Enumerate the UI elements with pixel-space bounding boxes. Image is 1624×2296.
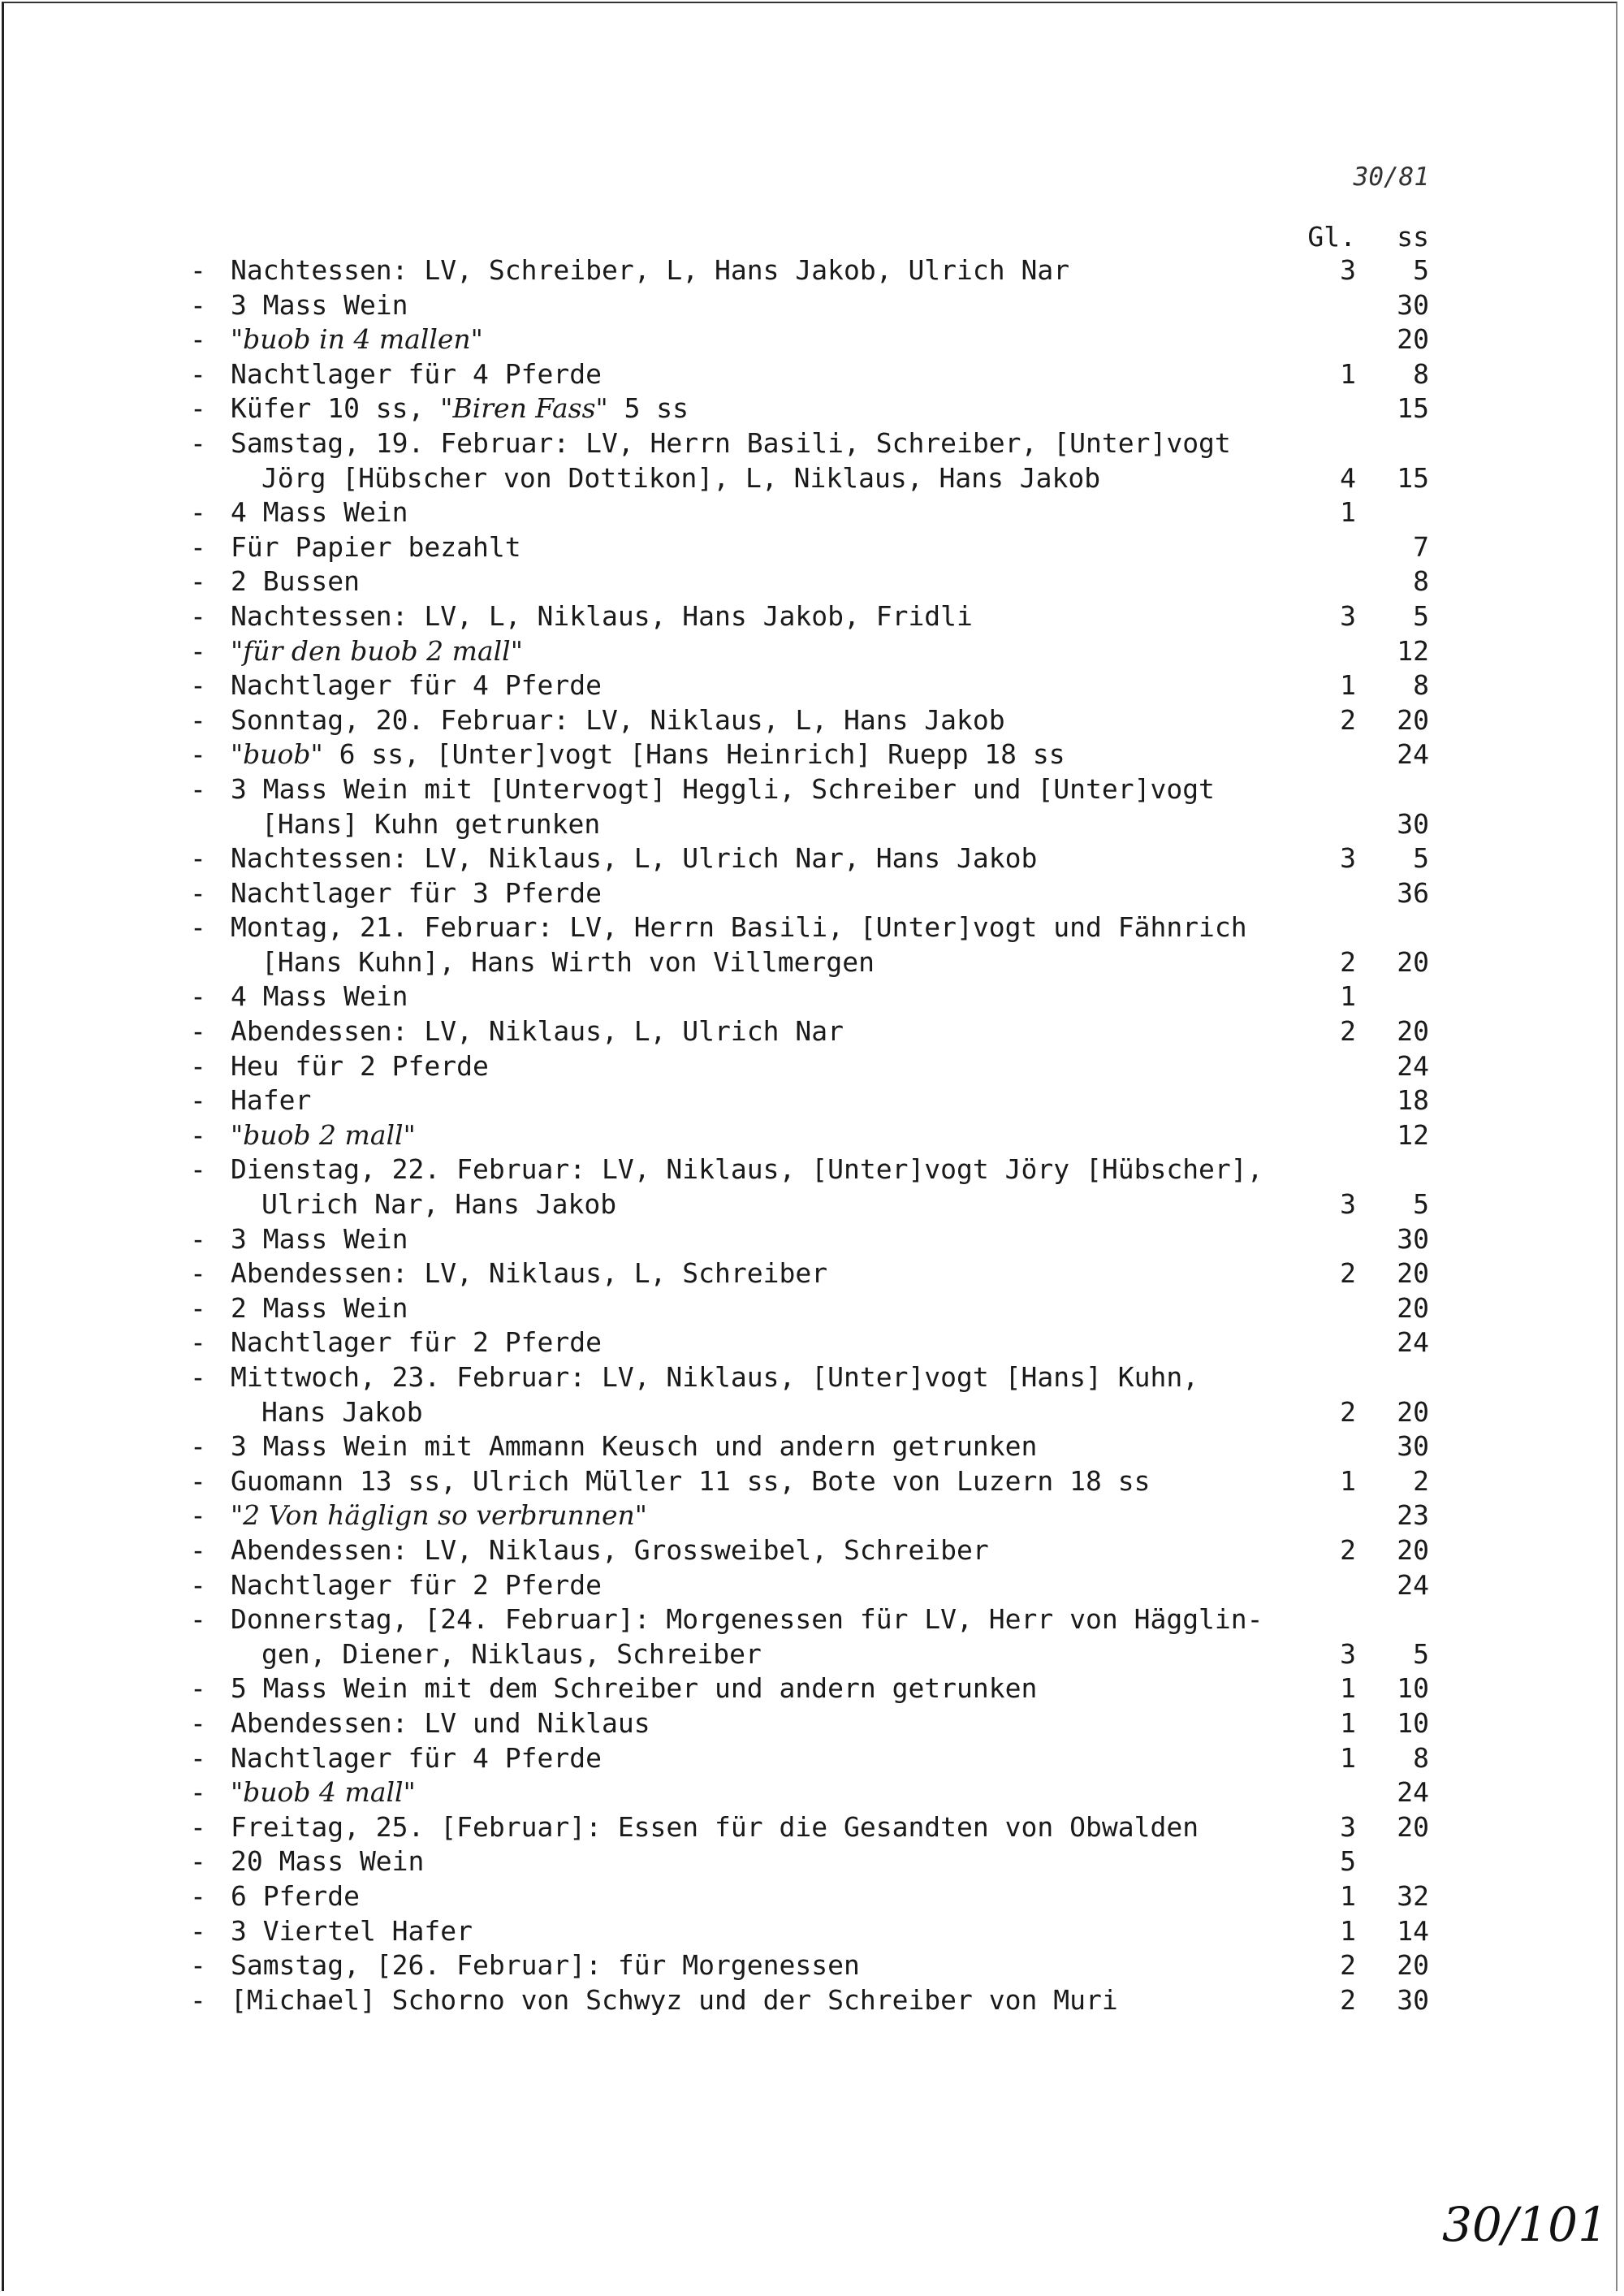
quoted-text: "buob" <box>231 738 323 771</box>
ledger-line <box>190 1637 1432 1672</box>
line-dash: - <box>190 1776 206 1809</box>
line-text <box>231 634 523 669</box>
ledger-line <box>190 703 1432 738</box>
ledger-line <box>190 1671 1432 1706</box>
line-text <box>231 1602 1263 1637</box>
line-dash: - <box>190 1049 206 1082</box>
text-segment: Samstag, 19. Februar: LV, Herrn Basili, Schreiber, [Unter]vogt <box>231 426 1231 459</box>
line-dash: - <box>190 772 206 805</box>
ledger-line <box>190 1879 1432 1914</box>
line-dash: - <box>190 1291 206 1324</box>
line-dash: - <box>190 1879 206 1912</box>
ledger-line <box>190 461 1432 496</box>
line-dash: - <box>190 1706 206 1739</box>
amount-ss: 10 <box>1397 1672 1429 1705</box>
ledger-line <box>190 1014 1432 1049</box>
quoted-text: "buob 4 mall" <box>231 1776 416 1809</box>
line-dash: - <box>190 1672 206 1705</box>
amount-ss: 8 <box>1413 357 1429 390</box>
text-segment: 6 Pferde <box>231 1879 360 1912</box>
ledger-line <box>190 1187 1432 1222</box>
text-segment: Nachtlager für 2 Pferde <box>231 1326 602 1359</box>
amount-gl: 3 <box>1340 1637 1356 1670</box>
ledger-line <box>190 495 1432 530</box>
text-segment: Jörg [Hübscher von Dottikon], L, Niklaus, Hans Jakob <box>261 461 1101 494</box>
line-text <box>261 1187 616 1222</box>
amount-ss: 15 <box>1397 461 1429 494</box>
line-dash: - <box>190 1015 206 1048</box>
text-segment: Für Papier bezahlt <box>231 530 521 563</box>
text-segment: 2 Mass Wein <box>231 1291 408 1324</box>
ledger-line <box>190 1602 1432 1637</box>
line-dash: - <box>190 703 206 736</box>
amount-ss: 24 <box>1397 1776 1429 1809</box>
ledger-line <box>190 841 1432 876</box>
line-text <box>231 1879 360 1914</box>
ledger-line <box>190 979 1432 1014</box>
line-dash: - <box>190 323 206 356</box>
amount-gl: 2 <box>1340 1395 1356 1428</box>
amount-ss: 8 <box>1413 565 1429 598</box>
column-header-gl: Gl. <box>1307 221 1356 253</box>
line-dash: - <box>190 1949 206 1982</box>
ledger-line <box>190 1395 1432 1430</box>
line-text <box>231 1325 602 1360</box>
text-segment: Montag, 21. Februar: LV, Herrn Basili, [Unter]vogt und Fähnrich <box>231 911 1247 944</box>
line-text <box>231 910 1247 945</box>
ledger-line <box>190 253 1432 288</box>
line-text <box>231 564 360 599</box>
ledger-line <box>190 1948 1432 1983</box>
line-text <box>231 1360 1199 1395</box>
ledger-line <box>190 876 1432 911</box>
amount-ss: 20 <box>1397 1533 1429 1566</box>
ledger-line <box>190 1049 1432 1084</box>
line-text <box>231 1844 424 1879</box>
page-number: 30/81 <box>1353 162 1429 192</box>
line-dash: - <box>190 1914 206 1947</box>
line-dash: - <box>190 1118 206 1151</box>
amount-gl: 2 <box>1340 1257 1356 1290</box>
text-segment: Abendessen: LV, Niklaus, Grossweibel, Schreiber <box>231 1533 989 1566</box>
line-text <box>231 1256 827 1291</box>
amount-ss: 30 <box>1397 1430 1429 1463</box>
amount-ss: 20 <box>1397 1015 1429 1048</box>
amount-ss: 24 <box>1397 738 1429 771</box>
line-dash: - <box>190 842 206 875</box>
line-text <box>231 1948 860 1983</box>
line-text <box>261 807 600 842</box>
amount-gl: 1 <box>1340 357 1356 390</box>
text-segment: Nachtlager für 4 Pferde <box>231 357 602 390</box>
amount-ss: 32 <box>1397 1879 1429 1912</box>
text-segment: 3 Viertel Hafer <box>231 1914 473 1947</box>
amount-ss: 30 <box>1397 1983 1429 2016</box>
ledger-line <box>190 772 1432 807</box>
ledger-line <box>190 1222 1432 1257</box>
text-segment: 5 ss <box>607 392 689 425</box>
text-segment: 3 Mass Wein mit Ammann Keusch und andern getrunken <box>231 1430 1038 1463</box>
quoted-text: "buob 2 mall" <box>231 1118 416 1151</box>
amount-ss: 7 <box>1413 530 1429 563</box>
amount-ss: 30 <box>1397 1222 1429 1255</box>
amount-gl: 3 <box>1340 842 1356 875</box>
line-dash: - <box>190 599 206 632</box>
ledger-line <box>190 634 1432 669</box>
text-segment: 20 Mass Wein <box>231 1845 425 1878</box>
line-text <box>231 253 1069 288</box>
amount-ss: 36 <box>1397 876 1429 909</box>
line-text <box>231 357 602 392</box>
ledger-line <box>190 530 1432 565</box>
quoted-text: "für den buob 2 mall" <box>231 634 523 667</box>
line-text <box>231 1222 408 1257</box>
amount-ss: 2 <box>1413 1464 1429 1497</box>
line-text <box>231 288 408 323</box>
amount-gl: 2 <box>1340 1949 1356 1982</box>
text-segment: Donnerstag, [24. Februar]: Morgenessen für LV, Herr von Hägglin- <box>231 1603 1263 1636</box>
line-dash: - <box>190 1361 206 1393</box>
amount-ss: 14 <box>1397 1914 1429 1947</box>
text-segment: Hafer <box>231 1084 312 1117</box>
text-segment: [Michael] Schorno von Schwyz und der Schreiber von Muri <box>231 1983 1118 2016</box>
ledger-line <box>190 807 1432 842</box>
amount-ss: 20 <box>1397 323 1429 356</box>
line-dash: - <box>190 1464 206 1497</box>
text-segment: Mittwoch, 23. Februar: LV, Niklaus, [Unter]vogt [Hans] Kuhn, <box>231 1361 1199 1393</box>
amount-ss: 5 <box>1413 1637 1429 1670</box>
amount-gl: 2 <box>1340 703 1356 736</box>
column-header <box>1283 221 1429 253</box>
line-dash: - <box>190 1326 206 1359</box>
line-dash: - <box>190 1845 206 1878</box>
archive-number-handwritten: 30/101 <box>1441 2197 1608 2252</box>
ledger-line <box>190 1568 1432 1603</box>
line-text <box>231 1810 1199 1845</box>
line-text <box>231 1706 650 1741</box>
line-dash: - <box>190 1499 206 1532</box>
text-segment: Abendessen: LV und Niklaus <box>231 1706 650 1739</box>
ledger-line <box>190 1775 1432 1810</box>
quoted-text: "Biren Fass" <box>440 392 608 425</box>
ledger-line <box>190 737 1432 772</box>
text-segment: Nachtlager für 3 Pferde <box>231 876 602 909</box>
text-segment: Nachtessen: LV, Schreiber, L, Hans Jakob, Ulrich Nar <box>231 254 1070 286</box>
amount-gl: 1 <box>1340 980 1356 1013</box>
amount-ss: 30 <box>1397 288 1429 321</box>
text-segment: Guomann 13 ss, Ulrich Müller 11 ss, Bote von Luzern 18 ss <box>231 1464 1151 1497</box>
amount-ss: 24 <box>1397 1326 1429 1359</box>
ledger-line <box>190 1810 1432 1845</box>
ledger-line <box>190 910 1432 945</box>
ledger-line <box>190 1914 1432 1949</box>
amount-ss: 24 <box>1397 1049 1429 1082</box>
quoted-text: "2 Von häglign so verbrunnen" <box>231 1499 647 1532</box>
amount-gl: 2 <box>1340 1533 1356 1566</box>
line-text <box>261 1395 423 1430</box>
line-dash: - <box>190 1810 206 1843</box>
amount-ss: 20 <box>1397 1810 1429 1843</box>
amount-ss: 15 <box>1397 392 1429 425</box>
text-segment: 2 Bussen <box>231 565 360 598</box>
line-text <box>231 1533 989 1568</box>
line-text <box>231 703 1005 738</box>
text-segment: Nachtlager für 2 Pferde <box>231 1568 602 1601</box>
ledger-line <box>190 599 1432 634</box>
amount-gl: 3 <box>1340 1188 1356 1221</box>
ledger-line <box>190 1256 1432 1291</box>
text-segment: Nachtlager für 4 Pferde <box>231 669 602 702</box>
text-segment: 4 Mass Wein <box>231 980 408 1013</box>
ledger-line <box>190 322 1432 357</box>
amount-gl: 1 <box>1340 669 1356 702</box>
amount-ss: 5 <box>1413 254 1429 286</box>
column-header-ss: ss <box>1397 221 1429 253</box>
amount-ss: 5 <box>1413 842 1429 875</box>
text-segment: Nachtlager für 4 Pferde <box>231 1741 602 1774</box>
line-dash: - <box>190 565 206 598</box>
line-text <box>231 1464 1150 1499</box>
text-segment: Küfer 10 ss, <box>231 392 441 425</box>
line-text <box>231 772 1215 807</box>
line-dash: - <box>190 911 206 944</box>
text-segment: Abendessen: LV, Niklaus, L, Schreiber <box>231 1257 828 1290</box>
amount-gl: 3 <box>1340 599 1356 632</box>
line-text <box>231 426 1231 461</box>
line-text <box>231 1498 647 1533</box>
line-dash: - <box>190 876 206 909</box>
line-dash: - <box>190 669 206 702</box>
line-text <box>231 1291 408 1326</box>
ledger-line <box>190 1360 1432 1395</box>
line-dash: - <box>190 1983 206 2016</box>
line-dash: - <box>190 1741 206 1774</box>
amount-ss: 12 <box>1397 1118 1429 1151</box>
line-dash: - <box>190 738 206 771</box>
ledger-line <box>190 357 1432 392</box>
text-segment: Samstag, [26. Februar]: für Morgenessen <box>231 1949 860 1982</box>
amount-ss: 24 <box>1397 1568 1429 1601</box>
text-segment: [Hans] Kuhn getrunken <box>261 807 601 840</box>
amount-gl: 5 <box>1340 1845 1356 1878</box>
amount-gl: 1 <box>1340 1706 1356 1739</box>
ledger-line <box>190 668 1432 703</box>
line-dash: - <box>190 1533 206 1566</box>
amount-gl: 1 <box>1340 1672 1356 1705</box>
amount-ss: 20 <box>1397 1257 1429 1290</box>
line-text <box>261 1637 762 1672</box>
text-segment: 5 Mass Wein mit dem Schreiber und andern getrunken <box>231 1672 1038 1705</box>
amount-ss: 5 <box>1413 599 1429 632</box>
ledger-line <box>190 1083 1432 1118</box>
text-segment: gen, Diener, Niklaus, Schreiber <box>261 1637 762 1670</box>
line-text <box>231 1671 1037 1706</box>
text-segment: 6 ss, [Unter]vogt [Hans Heinrich] Ruepp 18 ss <box>322 738 1065 771</box>
line-text <box>231 495 408 530</box>
ledger-line <box>190 1152 1432 1187</box>
line-text <box>231 1914 473 1949</box>
ledger-line <box>190 1741 1432 1776</box>
line-text <box>231 599 973 634</box>
line-text <box>231 1429 1037 1464</box>
ledger-line <box>190 1844 1432 1879</box>
ledger-line <box>190 564 1432 599</box>
text-segment: [Hans Kuhn], Hans Wirth von Villmergen <box>261 945 875 978</box>
amount-gl: 1 <box>1340 1914 1356 1947</box>
line-text <box>231 1049 489 1084</box>
text-segment: 3 Mass Wein mit [Untervogt] Heggli, Schreiber und [Unter]vogt <box>231 772 1215 805</box>
amount-ss: 30 <box>1397 807 1429 840</box>
line-text <box>231 1014 844 1049</box>
amount-ss: 23 <box>1397 1499 1429 1532</box>
ledger-line <box>190 288 1432 323</box>
amount-gl: 3 <box>1340 254 1356 286</box>
line-text <box>231 1983 1118 2018</box>
ledger-line <box>190 1706 1432 1741</box>
ledger-line <box>190 1464 1432 1499</box>
amount-gl: 1 <box>1340 1464 1356 1497</box>
line-text <box>261 945 875 980</box>
line-text <box>231 1152 1263 1187</box>
ledger-line <box>190 391 1432 426</box>
ledger-line <box>190 1291 1432 1326</box>
line-text <box>231 841 1037 876</box>
text-segment: Heu für 2 Pferde <box>231 1049 489 1082</box>
text-segment: Freitag, 25. [Februar]: Essen für die Gesandten von Obwalden <box>231 1810 1199 1843</box>
text-segment: Hans Jakob <box>261 1395 423 1428</box>
amount-ss: 8 <box>1413 1741 1429 1774</box>
amount-ss: 20 <box>1397 1395 1429 1428</box>
quoted-text: "buob in 4 mallen" <box>231 323 483 356</box>
ledger-line <box>190 1429 1432 1464</box>
line-dash: - <box>190 1257 206 1290</box>
amount-ss: 12 <box>1397 634 1429 667</box>
text-segment: Nachtessen: LV, Niklaus, L, Ulrich Nar, Hans Jakob <box>231 842 1038 875</box>
amount-gl: 1 <box>1340 496 1356 529</box>
text-segment: 3 Mass Wein <box>231 1222 408 1255</box>
text-segment: Nachtessen: LV, L, Niklaus, Hans Jakob, Fridli <box>231 599 973 632</box>
amount-ss: 5 <box>1413 1188 1429 1221</box>
line-dash: - <box>190 1430 206 1463</box>
amount-gl: 2 <box>1340 945 1356 978</box>
ledger-line <box>190 945 1432 980</box>
ledger-line <box>190 1118 1432 1153</box>
line-dash: - <box>190 530 206 563</box>
text-segment: 3 Mass Wein <box>231 288 408 321</box>
ledger-line <box>190 1533 1432 1568</box>
amount-ss: 18 <box>1397 1084 1429 1117</box>
text-segment: Dienstag, 22. Februar: LV, Niklaus, [Unter]vogt Jöry [Hübscher], <box>231 1153 1263 1186</box>
line-dash: - <box>190 254 206 286</box>
line-text <box>231 668 602 703</box>
amount-ss: 20 <box>1397 703 1429 736</box>
amount-ss: 20 <box>1397 1291 1429 1324</box>
amount-ss: 8 <box>1413 669 1429 702</box>
line-dash: - <box>190 980 206 1013</box>
ledger-lines <box>190 253 1432 2017</box>
line-dash: - <box>190 1153 206 1186</box>
line-text <box>231 1118 416 1153</box>
amount-gl: 1 <box>1340 1741 1356 1774</box>
line-text <box>231 737 1065 772</box>
line-text <box>231 1775 416 1810</box>
amount-gl: 4 <box>1340 461 1356 494</box>
line-text <box>231 391 689 426</box>
line-text <box>261 461 1100 496</box>
amount-ss: 20 <box>1397 1949 1429 1982</box>
line-dash: - <box>190 1603 206 1636</box>
line-dash: - <box>190 1568 206 1601</box>
line-dash: - <box>190 357 206 390</box>
line-text <box>231 979 408 1014</box>
line-dash: - <box>190 1222 206 1255</box>
line-dash: - <box>190 426 206 459</box>
line-text <box>231 530 521 565</box>
text-segment: Ulrich Nar, Hans Jakob <box>261 1188 617 1221</box>
line-dash: - <box>190 288 206 321</box>
line-dash: - <box>190 392 206 425</box>
line-dash: - <box>190 634 206 667</box>
line-dash: - <box>190 1084 206 1117</box>
amount-gl: 2 <box>1340 1015 1356 1048</box>
amount-ss: 20 <box>1397 945 1429 978</box>
ledger-line <box>190 1325 1432 1360</box>
line-text <box>231 1741 602 1776</box>
ledger-line <box>190 426 1432 461</box>
amount-gl: 2 <box>1340 1983 1356 2016</box>
text-segment: Abendessen: LV, Niklaus, L, Ulrich Nar <box>231 1015 844 1048</box>
line-text <box>231 1568 602 1603</box>
text-segment: 4 Mass Wein <box>231 496 408 529</box>
line-dash: - <box>190 496 206 529</box>
amount-ss: 10 <box>1397 1706 1429 1739</box>
amount-gl: 3 <box>1340 1810 1356 1843</box>
ledger-line <box>190 1498 1432 1533</box>
line-text <box>231 322 483 357</box>
line-text <box>231 1083 311 1118</box>
ledger-line <box>190 1983 1432 2018</box>
line-text <box>231 876 602 911</box>
amount-gl: 1 <box>1340 1879 1356 1912</box>
text-segment: Sonntag, 20. Februar: LV, Niklaus, L, Hans Jakob <box>231 703 1005 736</box>
